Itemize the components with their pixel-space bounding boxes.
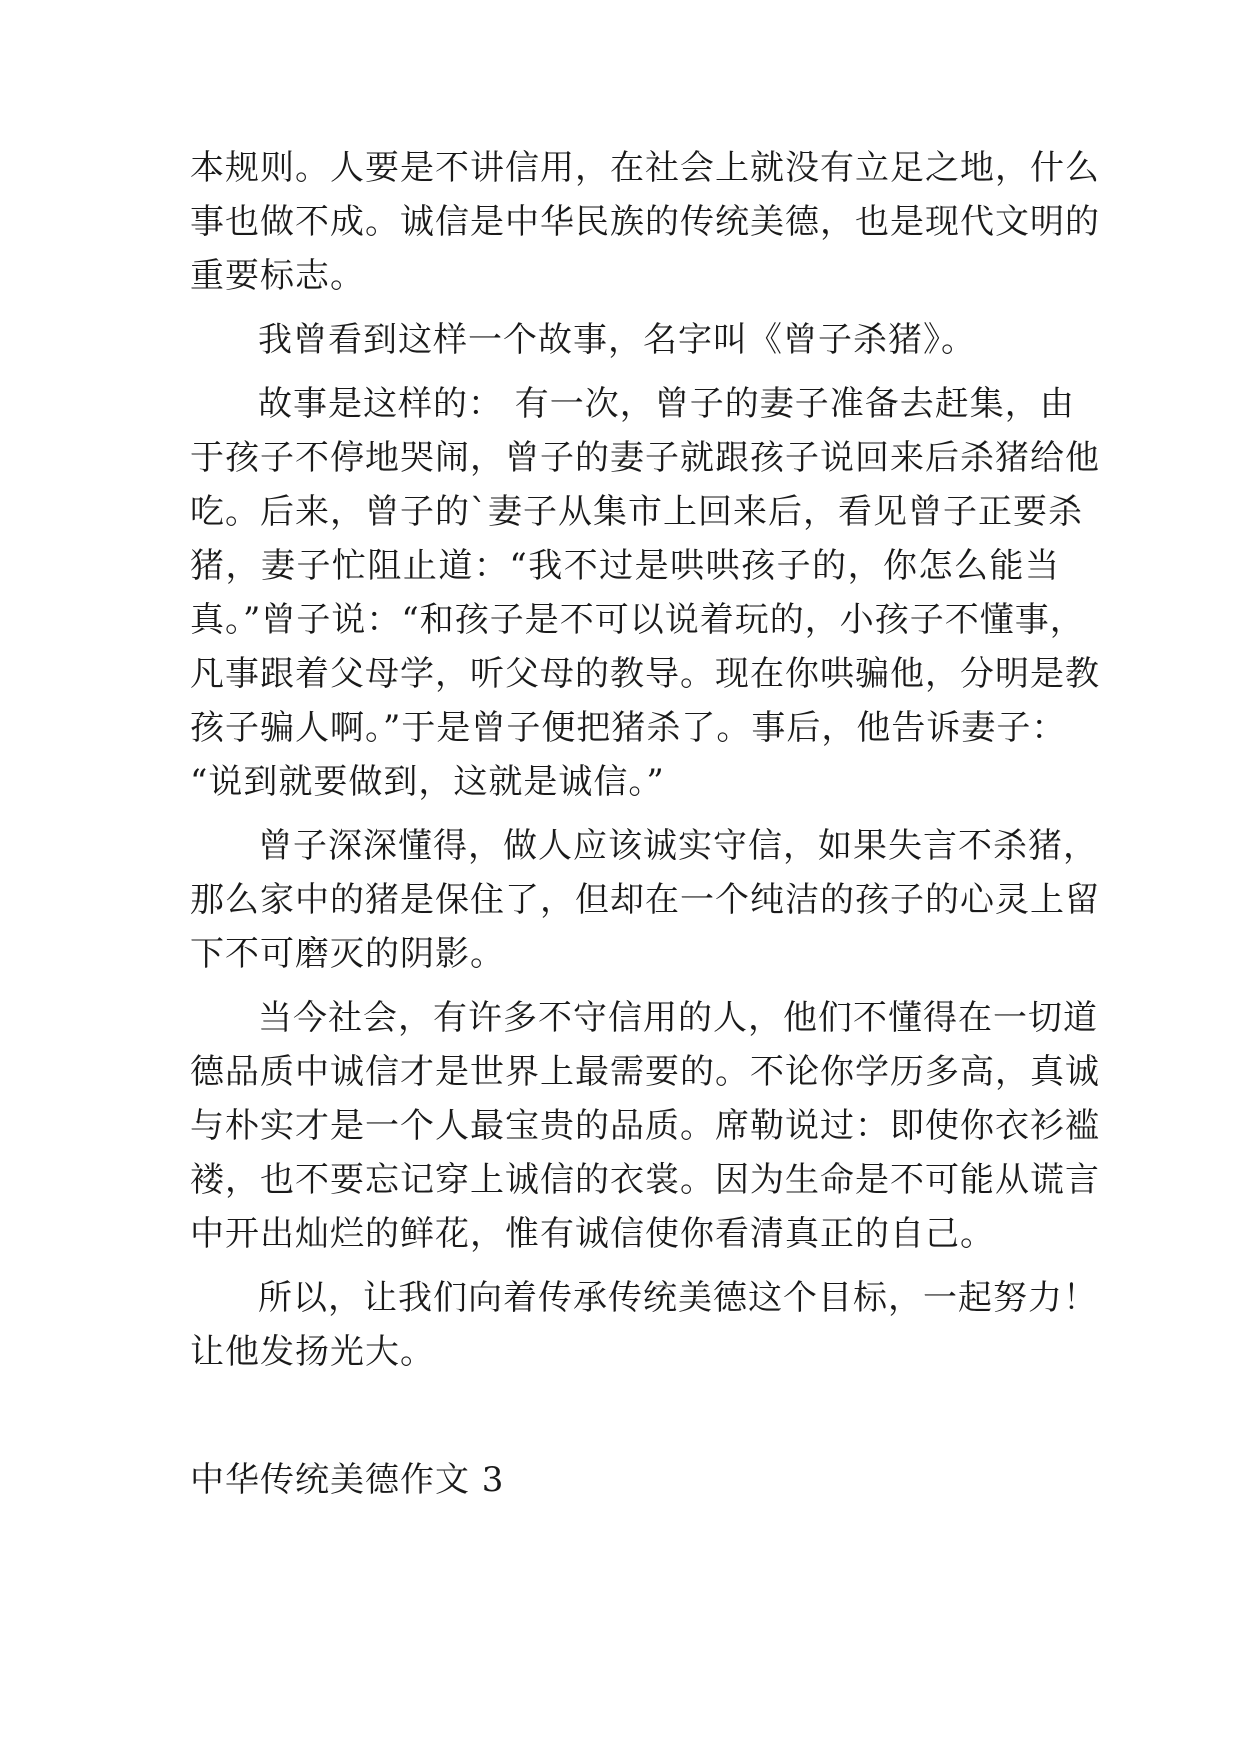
text-line: 于孩子不停地哭闹，曾子的妻子就跟孩子说回来后杀猪给他	[190, 438, 1100, 478]
section-heading: 中华传统美德作文 3	[190, 1460, 505, 1500]
text-line: 故事是这样的： 有一次，曾子的妻子准备去赶集，由	[258, 384, 1075, 424]
text-line: 当今社会，有许多不守信用的人，他们不懂得在一切道	[258, 998, 1098, 1038]
text-line: 所以，让我们向着传承传统美德这个目标，一起努力！	[258, 1278, 1098, 1318]
text-line: 德品质中诚信才是世界上最需要的。不论你学历多高，真诚	[190, 1052, 1100, 1092]
text-line: 与朴实才是一个人最宝贵的品质。席勒说过：即使你衣衫褴	[190, 1106, 1100, 1146]
text-line: 我曾看到这样一个故事，名字叫《曾子杀猪》。	[258, 320, 976, 360]
text-line: 凡事跟着父母学，听父母的教导。现在你哄骗他，分明是教	[190, 654, 1100, 694]
text-line: 让他发扬光大。	[190, 1332, 435, 1372]
text-line: 曾子深深懂得，做人应该诚实守信，如果失言不杀猪，	[258, 826, 1098, 866]
text-line: 事也做不成。诚信是中华民族的传统美德，也是现代文明的	[190, 202, 1100, 242]
text-line: 下不可磨灭的阴影。	[190, 934, 505, 974]
text-line: 重要标志。	[190, 256, 365, 296]
text-line: 真。”曾子说：“和孩子是不可以说着玩的，小孩子不懂事，	[190, 600, 1085, 640]
text-line: “说到就要做到，这就是诚信。”	[190, 762, 665, 802]
text-line: 本规则。人要是不讲信用，在社会上就没有立足之地，什么	[190, 148, 1100, 188]
text-line: 褛，也不要忘记穿上诚信的衣裳。因为生命是不可能从谎言	[190, 1160, 1100, 1200]
text-line: 吃。后来，曾子的`妻子从集市上回来后，看见曾子正要杀	[190, 492, 1083, 532]
text-line: 那么家中的猪是保住了，但却在一个纯洁的孩子的心灵上留	[190, 880, 1100, 920]
text-line: 猪，妻子忙阻止道：“我不过是哄哄孩子的，你怎么能当	[190, 546, 1060, 586]
text-line: 中开出灿烂的鲜花，惟有诚信使你看清真正的自己。	[190, 1214, 995, 1254]
text-line: 孩子骗人啊。”于是曾子便把猪杀了。事后，他告诉妻子：	[190, 708, 1067, 748]
